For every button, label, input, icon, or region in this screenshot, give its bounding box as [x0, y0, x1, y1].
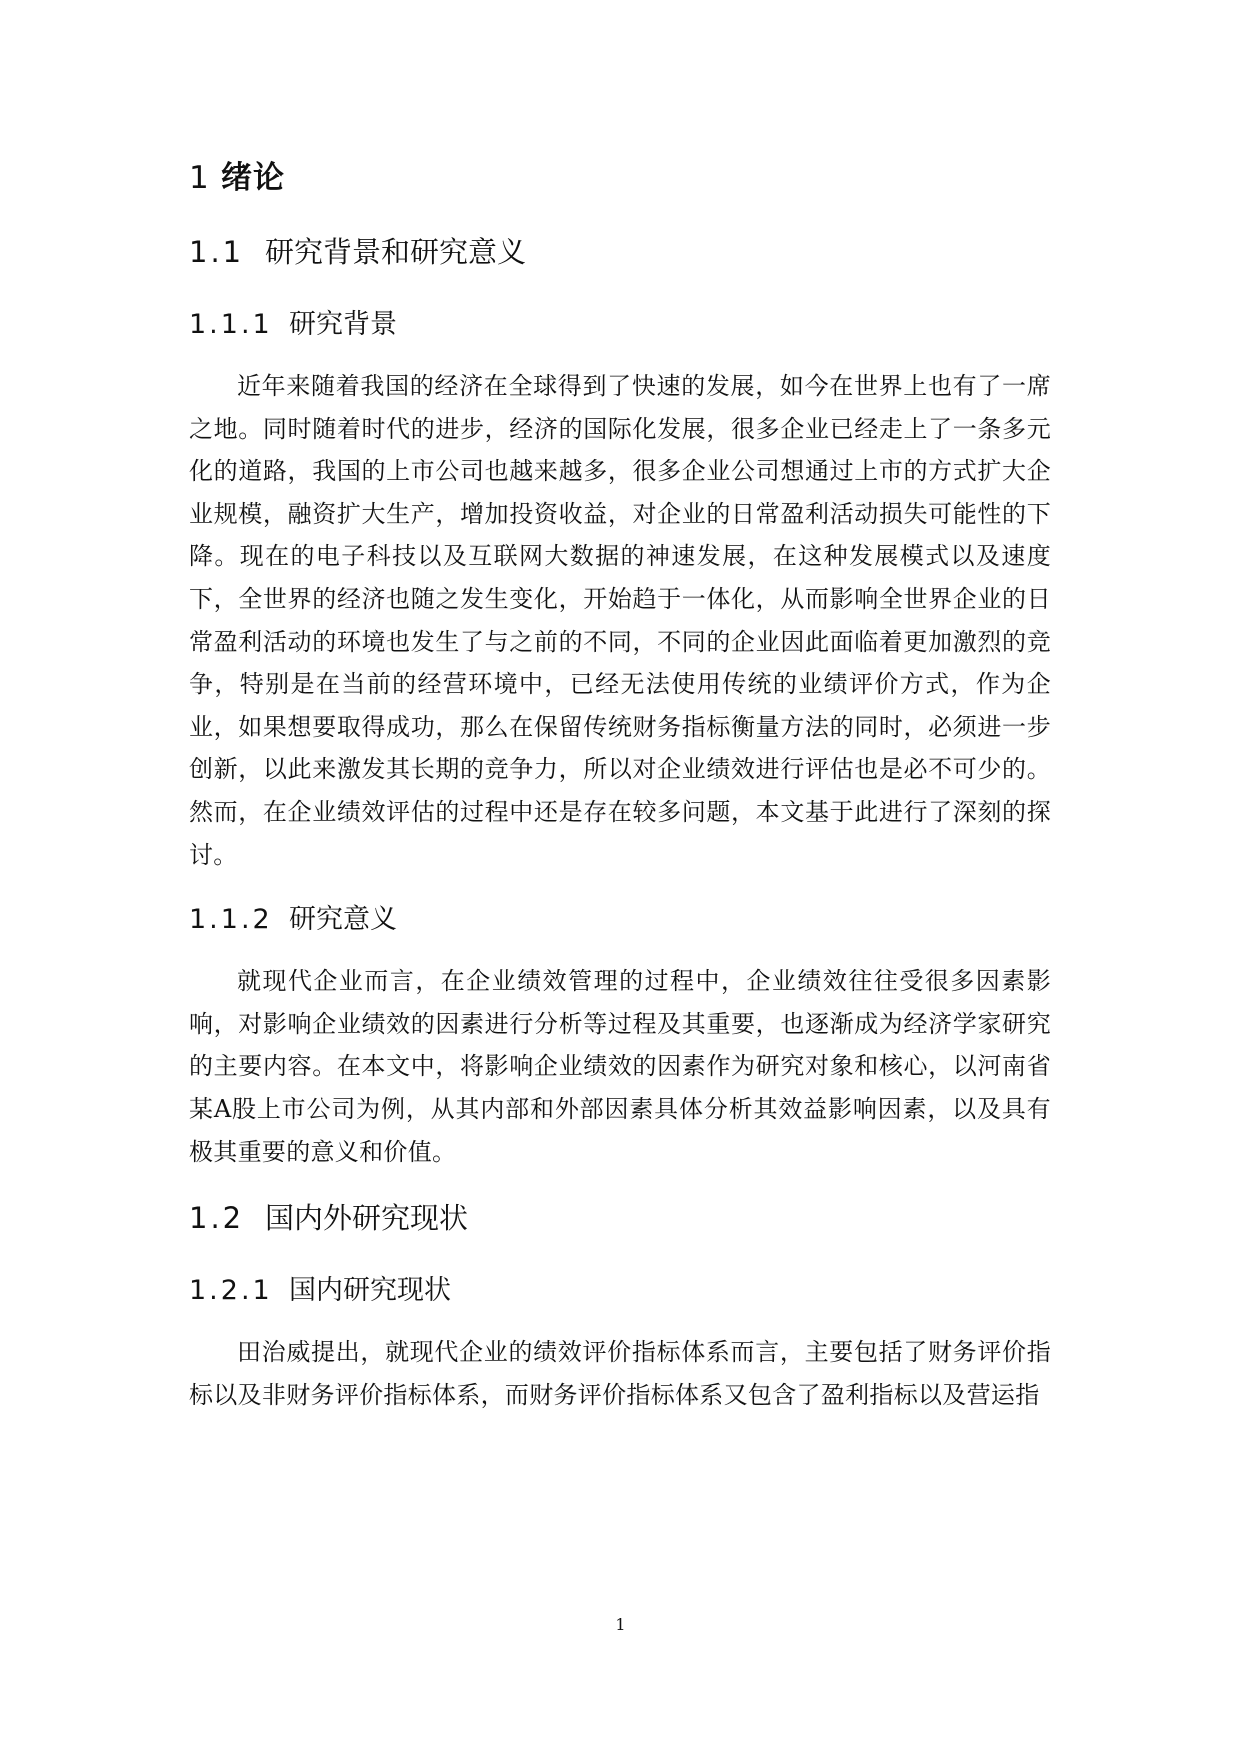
subsection-heading-1-1-1 — [189, 305, 1051, 345]
subsection-number: 1.1.2 — [189, 904, 273, 936]
page-number: 1 — [615, 1615, 626, 1634]
chapter-number: 1 — [189, 160, 212, 196]
subsection-number: 1.1.1 — [189, 309, 273, 340]
section-heading-1-1 — [189, 231, 1051, 273]
chapter-title: 绪论 — [221, 160, 285, 196]
subsection-number: 1.2.1 — [189, 1275, 273, 1307]
section-number: 1.2 — [189, 1201, 245, 1236]
subsection-title: 研究背景 — [289, 309, 397, 340]
section-number: 1.1 — [189, 235, 245, 269]
subsection-heading-1-1-2 — [189, 900, 1051, 940]
section-title: 研究背景和研究意义 — [265, 235, 527, 269]
section-heading-1-2 — [189, 1197, 1051, 1239]
subsection-heading-1-2-1 — [189, 1271, 1051, 1311]
paragraph-domestic: 田治威提出，就现代企业的绩效评价指标体系而言，主要包括了财务评价指标以及非财务评价指标体系，而财务评价指标体系又包含了盈利指标以及营运指 — [189, 1338, 1051, 1409]
page-content — [189, 155, 1051, 1440]
paragraph-background: 近年来随着我国的经济在全球得到了快速的发展，如今在世界上也有了一席之地。同时随着时代的进步，经济的国际化发展，很多企业已经走上了一条多元化的道路，我国的上市公司也越来越多，很多企业公司想通过上市的方式扩大企业规模，融资扩大生产，增加投资收益，对企业的日常盈利活动损失可能性的下降。现在的电子科技以及互联网大数据的神速发展，在这种发展模式以及速度下，全世界的经济也随之发生变化，开始趋于一体化，从而影响全世界企业的日常盈利活动的环境也发生了与之前的不同，不同的企业因此面临着更加激烈的竞争，特别是在当前的经营环境中，已经无法使用传统的业绩评价方式，作为企业，如果想要取得成功，那么在保留传统财务指标衡量方法的同时，必须进一步创新，以此来激发其长期的竞争力，所以对企业绩效进行评估也是必不可少的。然而，在企业绩效评估的过程中还是存在较多问题，本文基于此进行了深刻的探讨。 — [189, 372, 1051, 869]
paragraph-significance: 就现代企业而言，在企业绩效管理的过程中，企业绩效往往受很多因素影响，对影响企业绩效的因素进行分析等过程及其重要，也逐渐成为经济学家研究的主要内容。在本文中，将影响企业绩效的因素作为研究对象和核心，以河南省某A股上市公司为例，从其内部和外部因素具体分析其效益影响因素，以及具有极其重要的意义和价值。 — [189, 967, 1051, 1166]
subsection-title: 研究意义 — [289, 904, 397, 936]
chapter-heading — [189, 155, 1051, 201]
subsection-title: 国内研究现状 — [289, 1275, 451, 1307]
section-title: 国内外研究现状 — [265, 1201, 469, 1236]
